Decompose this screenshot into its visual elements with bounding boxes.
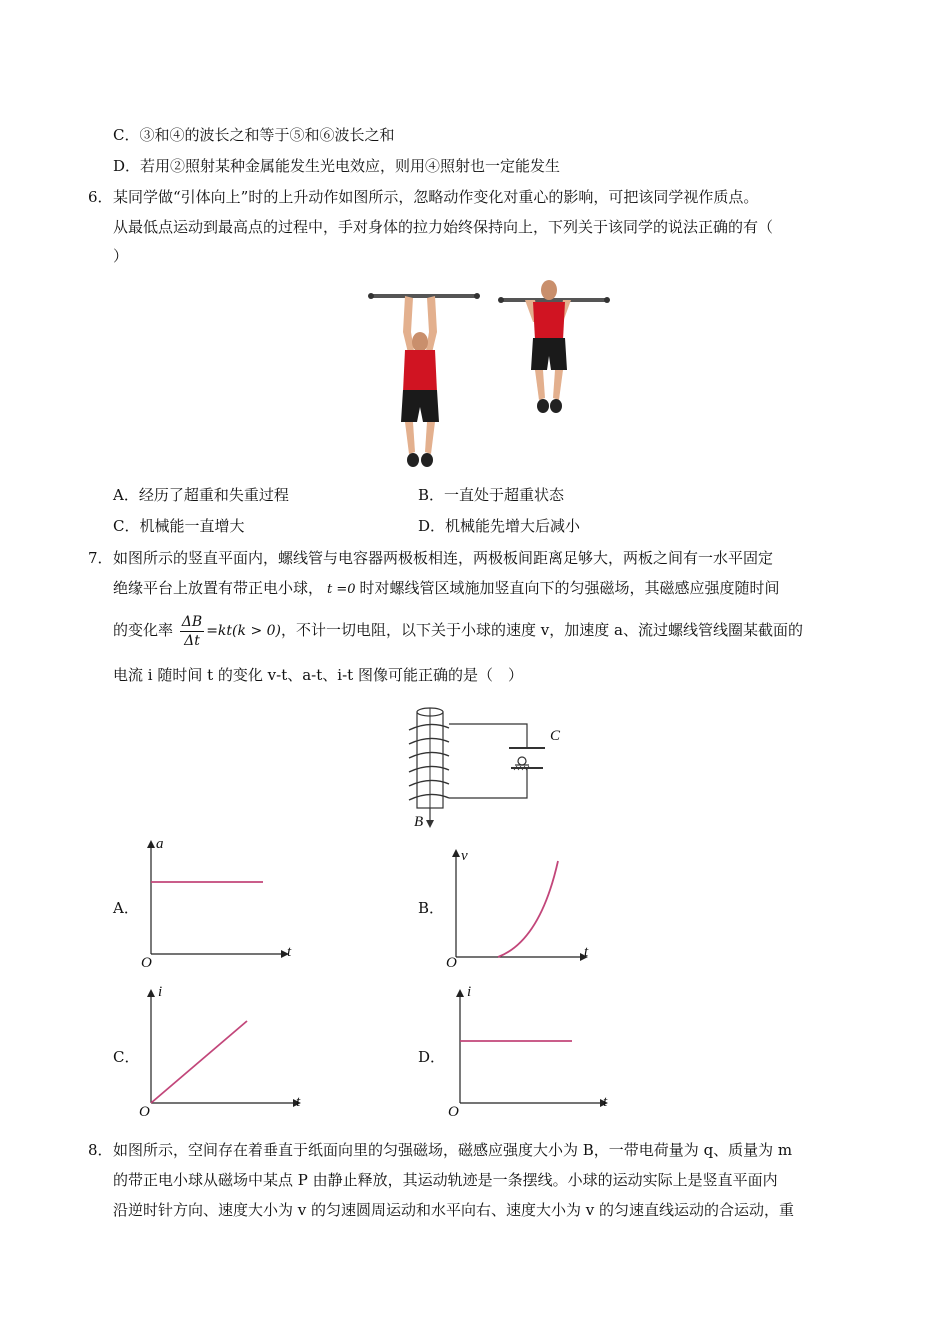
q8-stem-line3: 沿逆时针方向、速度大小为 v 的匀速圆周运动和水平向右、速度大小为 v 的匀速直线运动的合运动，重 <box>113 1201 795 1219</box>
graph-d-origin: O <box>448 1104 459 1120</box>
solenoid-circuit-figure <box>405 700 575 835</box>
graph-c-y-label: i <box>158 984 163 1000</box>
q8-stem-line2: 的带正电小球从磁场中某点 P 由静止释放，其运动轨迹是一条摆线。小球的运动实际上是竖直平面内 <box>113 1171 778 1189</box>
pullup-high-image <box>498 280 610 413</box>
pullup-figure <box>365 272 610 474</box>
q7-stem-line3 <box>113 612 803 652</box>
t-zero: t =0 <box>327 582 356 597</box>
q7-stem-line2b: 时对螺线管区域施加竖直向下的匀强磁场，其磁感应强度随时间 <box>359 579 780 597</box>
q5-option-d: D．若用②照射某种金属能发生光电效应，则用④照射也一定能发生 <box>113 157 561 175</box>
q5-option-c: C．③和④的波长之和等于⑤和⑥波长之和 <box>113 126 395 144</box>
q7-stem-line1: 如图所示的竖直平面内，螺线管与电容器两极板相连，两极板间距离足够大，两板之间有一水平固定 <box>113 549 774 567</box>
q6-stem-line3: ） <box>113 247 129 265</box>
q6-option-b: B．一直处于超重状态 <box>418 486 565 504</box>
q7-number: 7． <box>88 549 113 567</box>
q7-stem-line3a: 的变化率 <box>113 621 174 639</box>
graph-b-x-label: t <box>584 944 589 960</box>
q7-stem-line3b: ，不计一切电阻，以下关于小球的速度 v，加速度 a、流过螺线管线圈某截面的 <box>281 621 803 639</box>
q7-option-c: C． <box>113 1048 140 1066</box>
graph-c <box>135 985 305 1120</box>
graph-b-y-label: v <box>461 848 468 864</box>
graph-c-x-label: t <box>296 1094 301 1110</box>
q7-option-b: B． <box>418 899 445 917</box>
graph-b-origin: O <box>446 955 457 971</box>
q8-number: 8． <box>88 1141 113 1159</box>
graph-a-y-label: a <box>156 836 164 852</box>
q7-option-a: A． <box>113 899 139 917</box>
graph-a-origin: O <box>141 955 152 971</box>
q6-stem-line1: 某同学做“引体向上”时的上升动作如图所示，忽略动作变化对重心的影响，可把该同学视作质点。 <box>113 188 759 206</box>
q6-option-c: C．机械能一直增大 <box>113 517 245 535</box>
graph-d-y-label: i <box>467 984 472 1000</box>
graph-c-origin: O <box>139 1104 150 1120</box>
q6-option-d: D．机械能先增大后减小 <box>418 517 581 535</box>
pullup-low-image <box>368 293 480 467</box>
rate-expression: =kt(k > 0) <box>206 623 281 639</box>
graph-d <box>440 985 615 1120</box>
q6-number: 6． <box>88 188 113 206</box>
q7-stem-line2 <box>113 578 780 600</box>
q6-option-a: A．经历了超重和失重过程 <box>113 486 289 504</box>
field-b-label: B <box>414 814 424 830</box>
graph-a-x-label: t <box>287 944 292 960</box>
rate-fraction: $\frac{\Delta B}{\Delta t}$ <box>181 613 203 649</box>
q8-stem-line1: 如图所示，空间存在着垂直于纸面向里的匀强磁场，磁感应强度大小为 B，一带电荷量为 q、质量为 m <box>113 1141 793 1159</box>
q6-stem-line2: 从最低点运动到最高点的过程中，手对身体的拉力始终保持向上，下列关于该同学的说法正确的有（ <box>113 218 774 236</box>
graph-b-curve <box>498 861 558 957</box>
q7-option-d: D． <box>418 1048 446 1066</box>
capacitor-label: C <box>550 728 561 744</box>
graph-a <box>135 836 305 976</box>
graph-d-x-label: t <box>603 1094 608 1110</box>
graph-c-curve <box>151 1021 247 1103</box>
q7-stem-line2a: 绝缘平台上放置有带正电小球， <box>113 579 324 597</box>
q7-stem-line4: 电流 i 随时间 t 的变化 v-t、a-t、i-t 图像可能正确的是（ ） <box>113 666 523 684</box>
